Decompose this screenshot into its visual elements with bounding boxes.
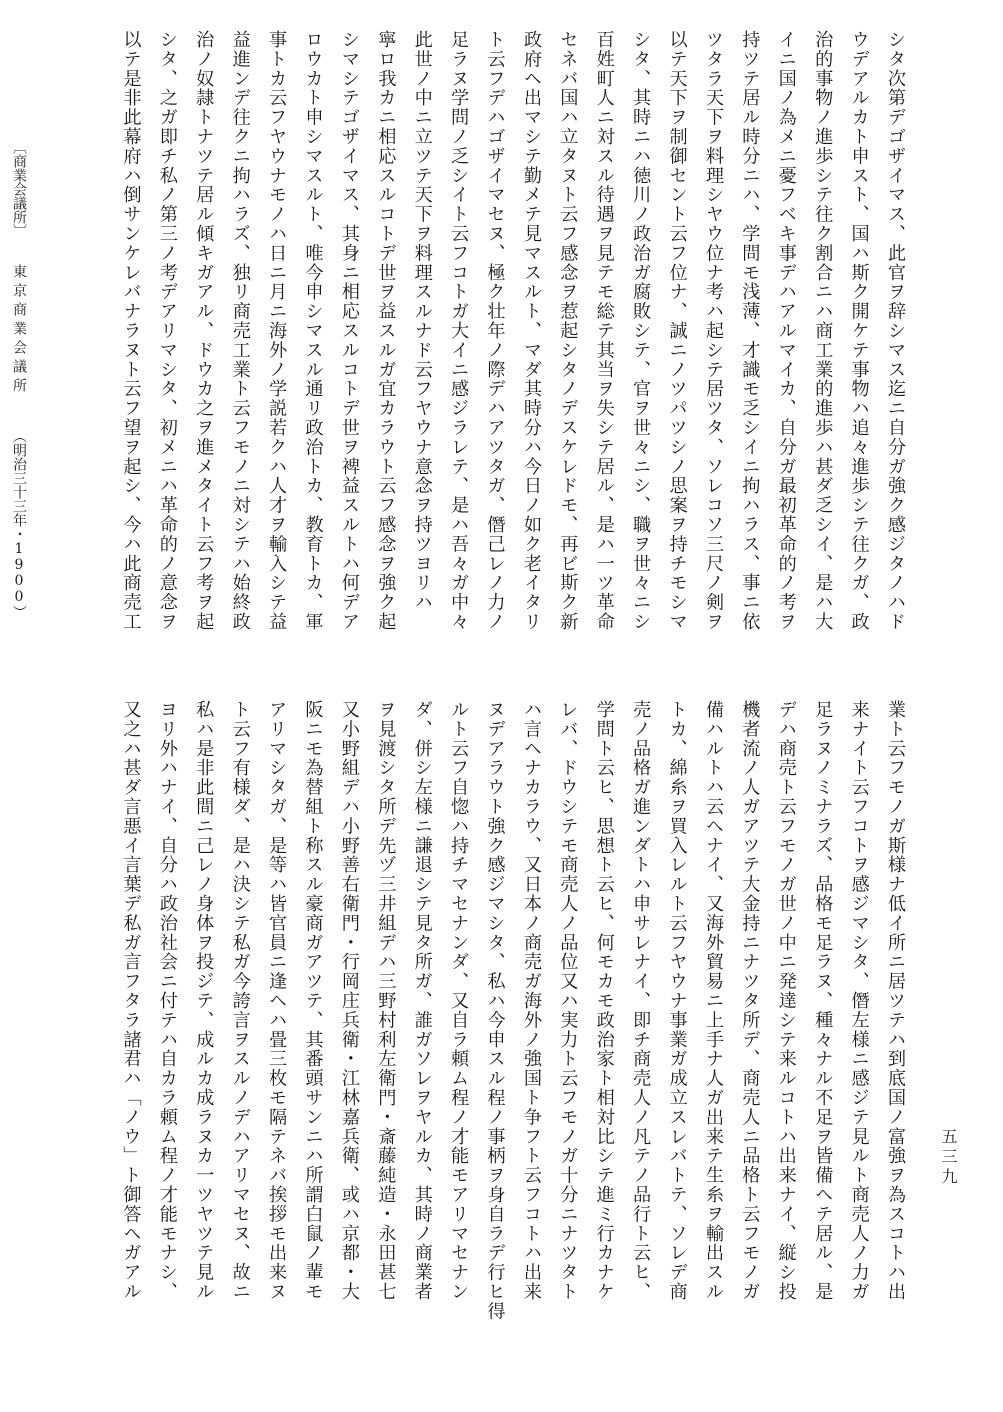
text-column: ツタラ天下ヲ料理シヤウ位ナ考ハ起シテ居ツタ、ソレコソ三尺ノ剣ヲ	[702, 30, 724, 632]
text-column: シタ、其時ニハ徳川ノ政治ガ腐敗シテ、官ヲ世々ニシ、職ヲ世々ニシ	[630, 30, 652, 632]
text-column: 政府ヘ出マシテ勤メテ見マスルト、マダ其時分ハ今日ノ如ク老イタリ	[520, 30, 542, 632]
text-column: 持ツテ居ル時分ニハ、学問モ浅薄、才識モ乏シイニ拘ハラス、事ニ依	[739, 30, 761, 632]
text-column: 百姓町人ニ対スル待遇ヲ見テモ総テ其当ヲ失シテ居ル、是ハ一ツ革命	[593, 30, 615, 632]
text-column: セネバ国ハ立タヌト云フ感念ヲ惹起シタノデスケレドモ、再ビ斯ク新	[557, 30, 579, 632]
text-column: 以テ天下ヲ制御セント云フ位ナ、誠ニノツパツシノ思案ヲ持チモシマ	[666, 30, 688, 632]
source-footer	[8, 140, 30, 619]
source-label: 〔商業会議所〕	[11, 140, 27, 238]
text-column: デハ商売ト云フモノガ世ノ中ニ発達シテ来ルコトハ出来ナイ、縦シ投	[775, 700, 797, 1302]
text-column: トカ、綿糸ヲ買入レルト云フヤウナ事業ガ成立スレバトテ、ソレデ商	[666, 700, 688, 1302]
text-column: ト云フ有様ダ、是ハ決シテ私ガ今誇言ヲスルノデハアリマセヌ、故ニ	[229, 700, 251, 1302]
text-column: 阪ニモ為替組ト称スル豪商ガアツテ、其番頭サンニハ所謂白鼠ノ輩モ	[302, 700, 324, 1302]
text-column: ルト云フ自惚ハ持チマセナンダ、又自ラ頼ム程ノ才能モアリマセナン	[448, 700, 470, 1302]
text-column: ロウカト申シマスルト、唯今申シマスル通リ政治トカ、教育トカ、軍	[302, 30, 324, 632]
text-column: 来ナイト云フコトヲ感ジマシタ、僭左様ニ感ジテ見ルト商売人ノ力ガ	[848, 700, 870, 1302]
upper-text-block	[112, 30, 913, 670]
text-column: ウデアルカト申スト、国ハ斯ク開ケテ事物ハ追々進歩シテ往クガ、政	[848, 30, 870, 632]
text-column: ト云フデハゴザイマセヌ、極ク壮年ノ際デハアツタガ、僭己レノ力ノ	[484, 30, 506, 632]
text-column: 業ト云フモノガ斯様ナ低イ所ニ居ツテハ到底国ノ富強ヲ為スコトハ出	[885, 700, 906, 1302]
text-column: ヌデアラウト強ク感ジマシタ、私ハ今申スル程ノ事柄ヲ身自ラデ行ヒ得	[484, 700, 506, 1321]
text-column: 足ラヌ学問ノ乏シイト云フコトガ大イニ感ジラレテ、是ハ吾々ガ中々	[448, 30, 470, 632]
text-column: シタ、之ガ即チ私ノ第三ノ考デアリマシタ、初メニハ革命的ノ意念ヲ	[156, 30, 178, 632]
text-column: ヲ見渡シタ所デ先ヅ三井組デハ三野村利左衛門・斎藤純造・永田甚七	[375, 700, 397, 1302]
text-column: 私ハ是非此間ニ己レノ身体ヲ投ジテ、成ルカ成ラヌカ一ツヤツテ見ル	[193, 700, 215, 1302]
text-column: 又小野組デハ小野善右衛門・行岡庄兵衛・江林嘉兵衛、或ハ京都・大	[338, 700, 360, 1302]
text-column: 此世ノ中ニ立ツテ天下ヲ料理スルナド云フヤウナ意念ヲ持ツヨリハ	[411, 30, 433, 612]
text-column: 益進ンデ往クニ拘ハラズ、独リ商売工業ト云フモノニ対シテハ始終政	[229, 30, 251, 632]
text-column: ヨリ外ハナイ、自分ハ政治社会ニ付テハ自カラ頼ム程ノ才能モナシ、	[156, 700, 178, 1302]
text-column: ダ、併シ左様ニ謙退シテ見タ所ガ、誰ガソレヲヤルカ、其時ノ商業者	[411, 700, 433, 1302]
text-column: 以テ是非此幕府ハ倒サンケレバナラヌト云フ望ヲ起シ、今ハ此商売工	[120, 30, 142, 632]
text-column: ハ言ヘナカラウ、又日本ノ商売ガ海外ノ強国ト争フト云フコトハ出来	[520, 700, 542, 1302]
text-column: 治ノ奴隷トナツテ居ル傾キガアル、ドウカ之ヲ進メタイト云フ考ヲ起	[193, 30, 215, 632]
text-column: イニ国ノ為メニ憂フベキ事デハアルマイカ、自分ガ最初革命的ノ考ヲ	[775, 30, 797, 632]
text-column: アリマシタガ、是等ハ皆官員ニ逢ヘハ畳三枚モ隔テネバ挨拶モ出来ヌ	[266, 700, 288, 1302]
text-column: 又之ハ甚ダ言悪イ言葉デ私ガ言フタラ諸君ハ「ノウ」ト御答ヘガアル	[120, 700, 142, 1302]
text-column: レバ、ドウシテモ商売人ノ品位又ハ実力ト云フモノガ十分ニナツタト	[557, 700, 579, 1302]
organization-name: 東京商業会議所	[11, 264, 27, 397]
text-column: 治的事物ノ進歩シテ往ク割合ニハ商工業的進歩ハ甚ダ乏シイ、是ハ大	[812, 30, 834, 632]
text-column: シタ次第デゴザイマス、此官ヲ辞シマス迄ニ自分ガ強ク感ジタノハド	[885, 30, 906, 632]
text-column: 事トカ云フヤウナモノハ日ニ月ニ海外ノ学説若クハ人才ヲ輸入シテ益	[266, 30, 288, 632]
text-column: シマシテゴザイマス、其身ニ相応スルコトデ世ヲ裨益スルトハ何デア	[338, 30, 360, 632]
text-column: 備ハルトハ云ヘナイ、又海外貿易ニ上手ナ人ガ出来テ生糸ヲ輸出スル	[702, 700, 724, 1302]
text-column: 学問ト云ヒ、思想ト云ヒ、何モカモ政治家ト相対比シテ進ミ行カナケ	[593, 700, 615, 1302]
date-label: （明治三十三年・1900）	[11, 429, 27, 619]
text-column: 寧ロ我カニ相応スルコトデ世ヲ益スルガ宜カラウト云フ感念ヲ強ク起	[375, 30, 397, 632]
text-column: 機者流ノ人ガアツテ大金持ニナツタ所デ、商売人ニ品格ト云フモノガ	[739, 700, 761, 1302]
page-number: 五三九	[939, 1128, 958, 1188]
text-column: 売ノ品格ガ進ンダトハ申サレナイ、即チ商売人ノ凡テノ品行ト云ヒ、	[630, 700, 652, 1302]
lower-text-block	[112, 700, 913, 1390]
text-column: 足ラヌノミナラズ、品格モ足ラヌ、種々ナル不足ヲ皆備ヘテ居ル、是	[812, 700, 834, 1302]
